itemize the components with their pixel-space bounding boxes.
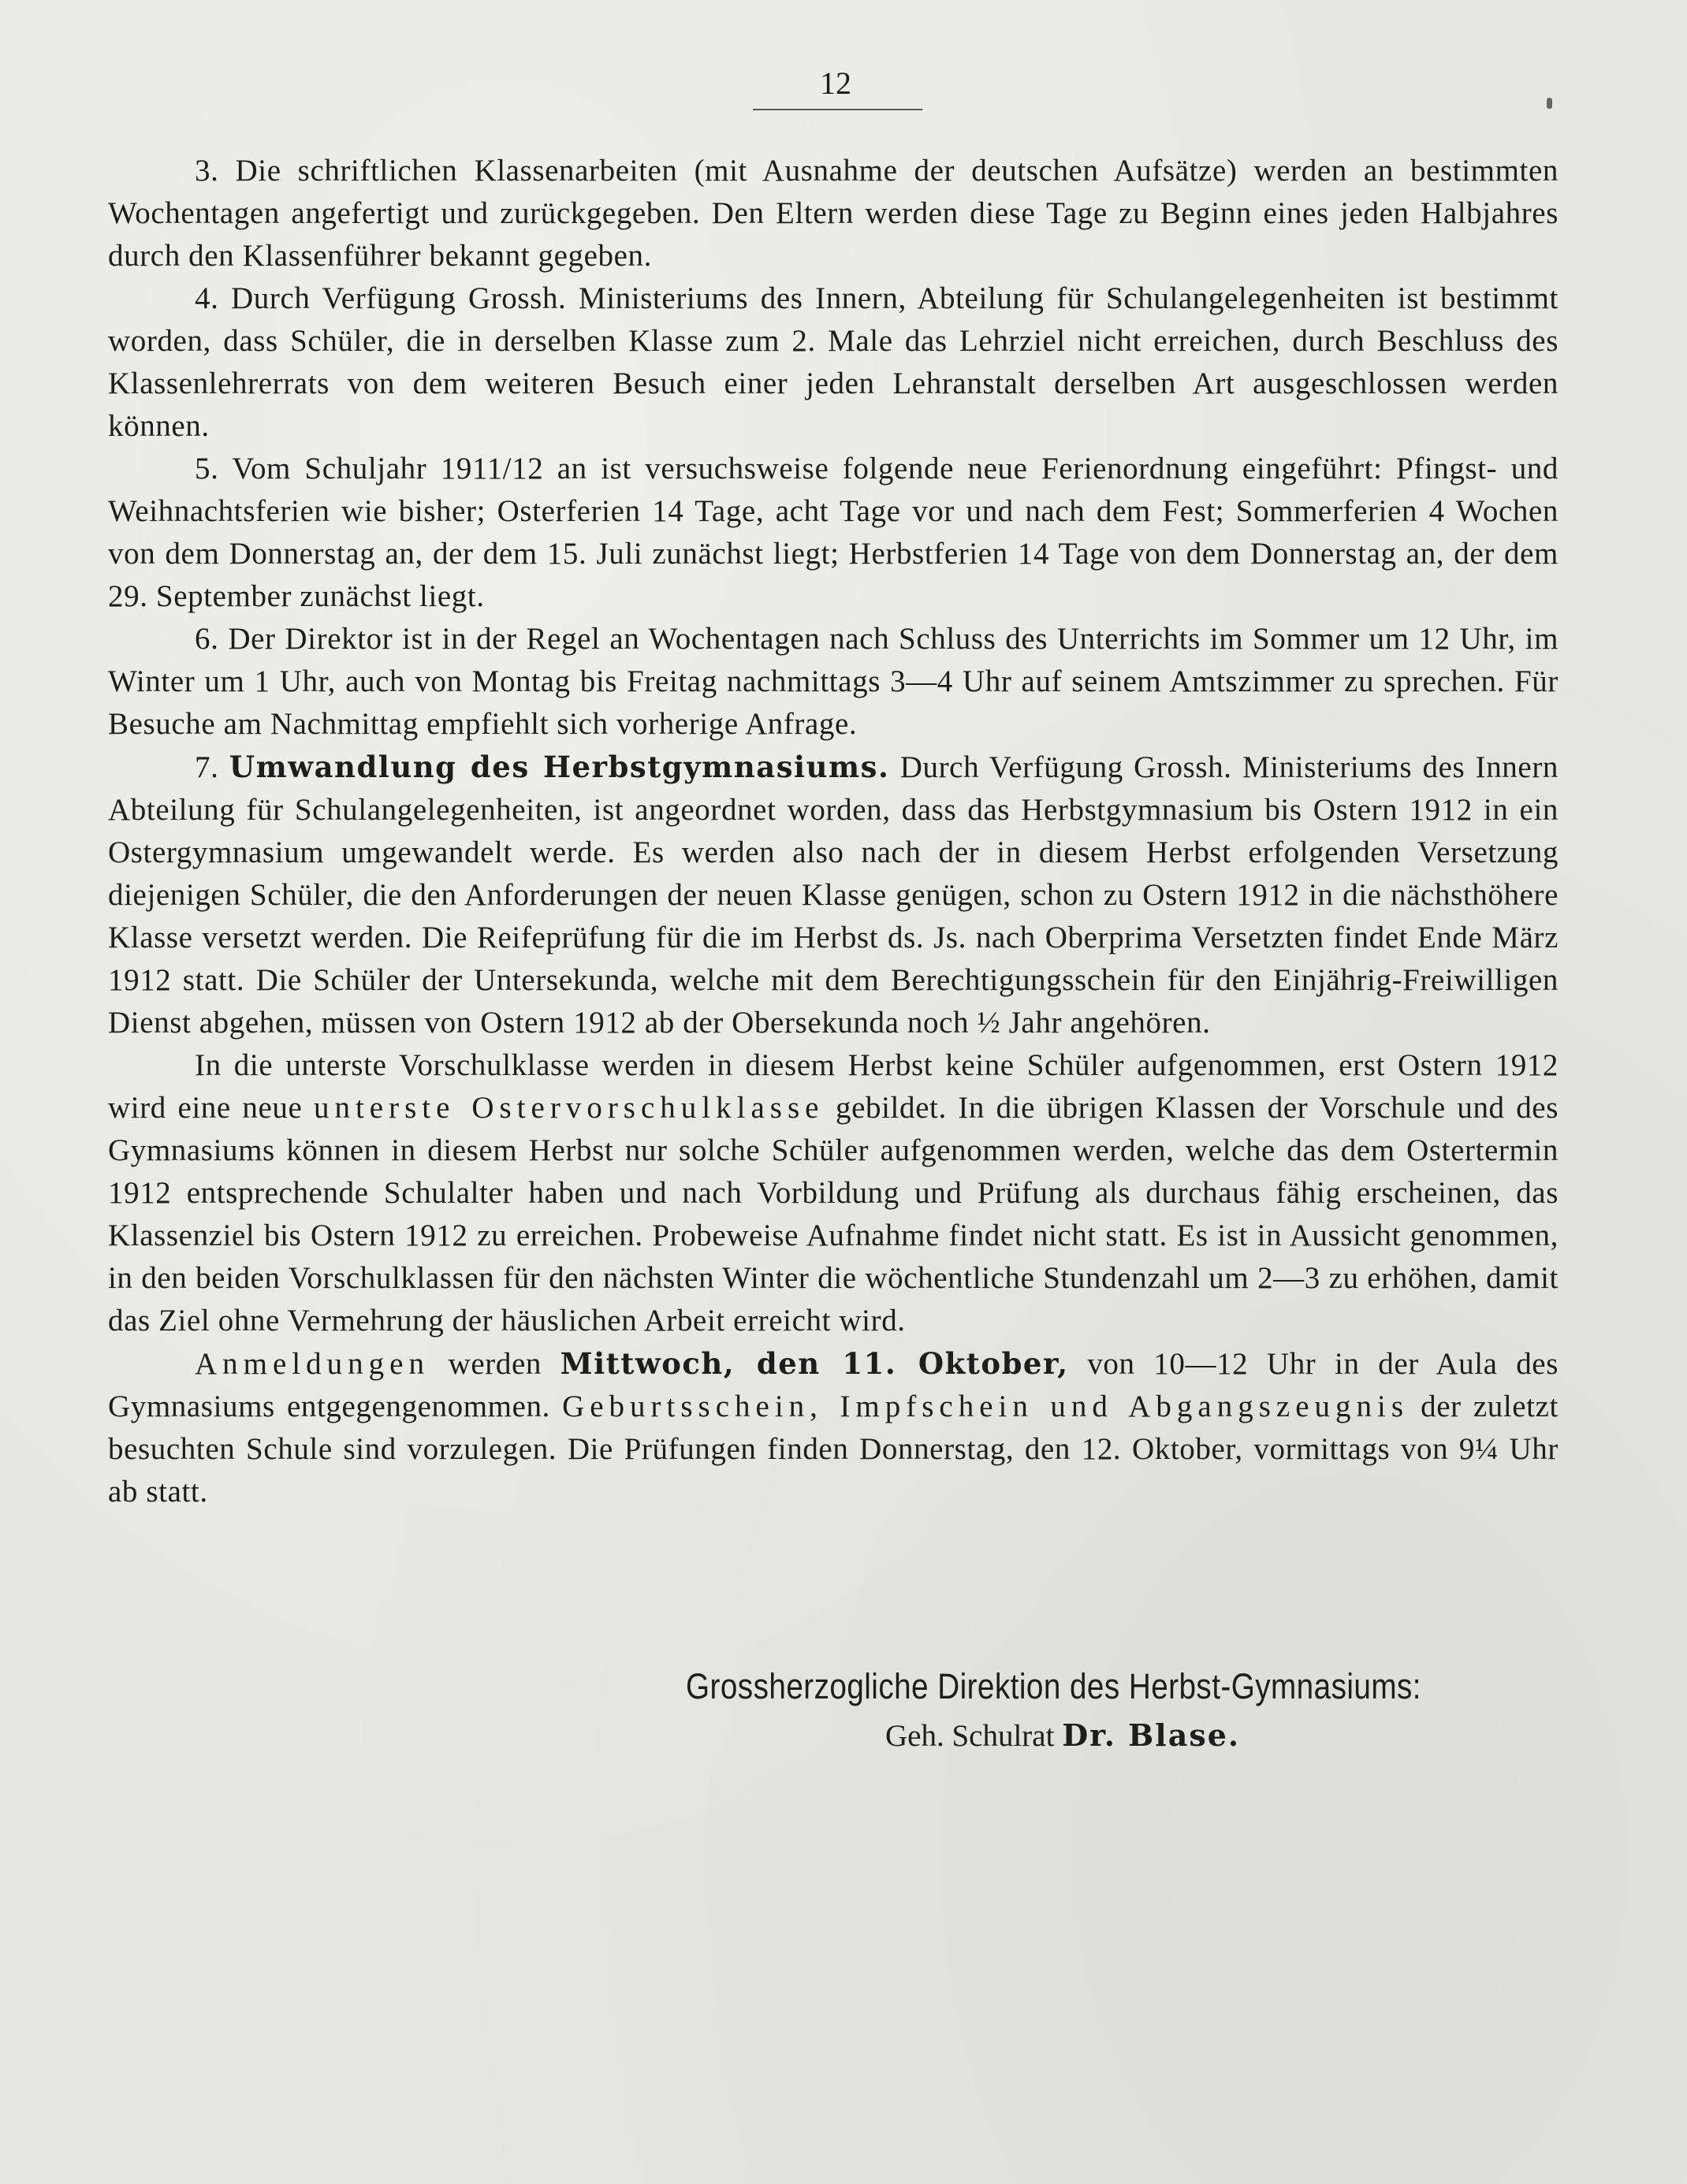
spaced-emphasis-documents: Geburtsschein, Impfschein und Abgangszeugnis <box>562 1390 1410 1423</box>
paragraph-number: 6. <box>195 622 219 656</box>
paragraph-6 <box>108 618 1559 746</box>
paragraph-text-1: werden <box>448 1347 542 1381</box>
spaced-emphasis-anmeldungen: Anmeldungen <box>195 1347 430 1381</box>
paragraph-text: Durch Verfügung Grossh. Ministeriums des Innern, Abteilung für Schulangelegenheiten ist bestimmt worden, dass Schüler, die in derselben Klasse zum 2. Male das Lehrziel nicht erreichen, durch Beschluss des Klassenlehrerrats von dem weiteren Besuch einer jeden Lehranstalt derselben Art ausgeschlossen werden können. <box>108 281 1559 443</box>
page-number: 12 <box>820 65 851 101</box>
signature-title: Geh. Schulrat <box>885 1719 1055 1753</box>
paragraph-text-2: von 10—12 Uhr in der Aula des Gymnasiums entgegengenommen. <box>108 1347 1559 1423</box>
paragraph-anmeldungen <box>108 1342 1559 1513</box>
paragraph-text-before: In die unterste Vorschulklasse werden in diesem Herbst keine Schüler aufgenommen, erst Ostern 1912 wird eine neue <box>108 1048 1559 1125</box>
paragraph-number: 5. <box>195 452 219 486</box>
signature-institution: Grossherzogliche Direktion des Herbst-Gymnasiums: <box>686 1666 1421 1706</box>
paragraph-number: 7. <box>195 750 219 784</box>
paragraph-text-3: der zuletzt besuchten Schule sind vorzulegen. Die Prüfungen finden Donnerstag, den 12. Oktober, vormittags von 9¼ Uhr ab statt. <box>108 1390 1559 1509</box>
paragraph-number: 4. <box>195 281 219 315</box>
body-text <box>108 150 1559 1513</box>
header-rule <box>753 109 922 110</box>
signature-block <box>686 1663 1561 1758</box>
paragraph-7 <box>108 746 1559 1044</box>
date-emphasis: Mittwoch, den 11. Oktober, <box>560 1346 1069 1381</box>
section-heading: Umwandlung des Herbstgymnasiums. <box>229 750 890 784</box>
paragraph-text-after: gebildet. In die übrigen Klassen der Vorschule und des Gymnasiums können in diesem Herbst nur solche Schüler aufgenommen werden, welche das dem Ostertermin 1912 entsprechende Schulalter haben und nach Vorbildung und Prüfung als durchaus fähig erscheinen, das Klassenziel bis Ostern 1912 zu erreichen. Probeweise Aufnahme findet nicht statt. Es ist in Aussicht genommen, in den beiden Vorschulklassen für den nächsten Winter die wöchentliche Stundenzahl um 2—3 zu erhöhen, damit das Ziel ohne Vermehrung der häuslichen Arbeit erreicht wird. <box>108 1091 1559 1338</box>
scan-speck <box>1547 98 1552 109</box>
paragraph-3 <box>108 150 1559 277</box>
paragraph-5 <box>108 448 1559 618</box>
signature-line <box>885 1713 1561 1758</box>
paragraph-4 <box>108 277 1559 448</box>
paragraph-text: Vom Schuljahr 1911/12 an ist versuchsweise folgende neue Ferienordnung eingeführt: Pfingst- und Weihnachtsferien wie bisher; Osterferien 14 Tage, acht Tage vor und nach dem Fest; Sommerferien 4 Wochen von dem Donnerstag an, der dem 15. Juli zunächst liegt; Herbstferien 14 Tage von dem Donnerstag an, der dem 29. September zunächst liegt. <box>108 452 1559 613</box>
paragraph-text: Der Direktor ist in der Regel an Wochentagen nach Schluss des Unterrichts im Sommer um 12 Uhr, im Winter um 1 Uhr, auch von Montag bis Freitag nachmittags 3—4 Uhr auf seinem Amtszimmer zu sprechen. Für Besuche am Nachmittag empfiehlt sich vorherige Anfrage. <box>108 622 1559 741</box>
signature-name: Dr. Blase. <box>1062 1717 1241 1753</box>
paragraph-number: 3. <box>195 154 219 188</box>
paragraph-text: Durch Verfügung Grossh. Ministeriums des Innern Abteilung für Schulangelegenheiten, ist angeordnet worden, dass das Herbstgymnasium bis Ostern 1912 in ein Ostergymnasium umgewandelt werde. Es werden also nach der in diesem Herbst erfolgenden Versetzung diejenigen Schüler, die den Anforderungen der neuen Klasse genügen, schon zu Ostern 1912 in die nächsthöhere Klasse versetzt werden. Die Reifeprüfung für die im Herbst ds. Js. nach Oberprima Versetzten findet Ende März 1912 statt. Die Schüler der Untersekunda, welche mit dem Berechtigungsschein für den Einjährig-Freiwilligen Dienst abgehen, müssen von Ostern 1912 ab der Obersekunda noch ½ Jahr angehören. <box>108 750 1559 1040</box>
spaced-emphasis: unterste Ostervorschulklasse <box>313 1091 825 1125</box>
paragraph-vorschule <box>108 1044 1559 1342</box>
paragraph-text: Die schriftlichen Klassenarbeiten (mit Ausnahme der deutschen Aufsätze) werden an bestimmten Wochentagen angefertigt und zurückgegeben. Den Eltern werden diese Tage zu Beginn eines jeden Halbjahres durch den Klassenführer bekannt gegeben. <box>108 154 1559 273</box>
